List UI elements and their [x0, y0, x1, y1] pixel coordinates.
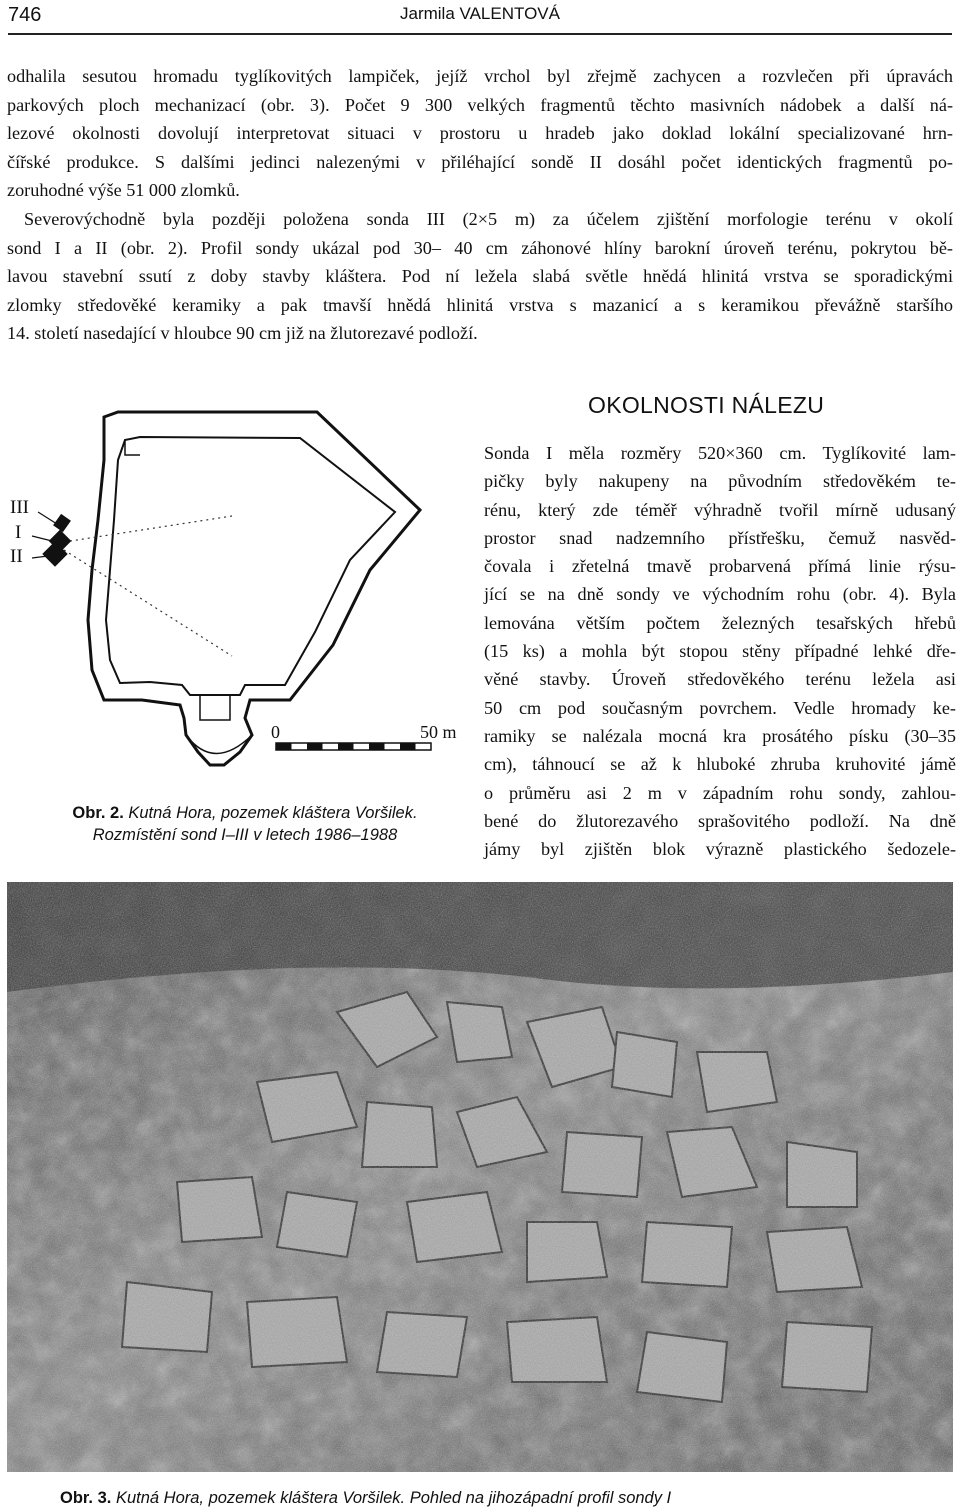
paragraph — [7, 62, 953, 205]
text-line: bené do žlutorezavého sprašovitého podloží. Na dně — [484, 810, 956, 831]
figure-2-caption — [20, 802, 470, 846]
text-line: ramiky se nalézala mocná kra prosátého písku (30–35 — [484, 725, 956, 746]
text-line: Sonda I měla rozměry 520×360 cm. Tyglíkovité lam- — [484, 443, 956, 463]
caption-text: Rozmístění sond I–III v letech 1986–1988 — [92, 826, 398, 844]
running-author: Jarmila VALENTOVÁ — [400, 4, 560, 23]
text-line: jámy byl zjištěn blok výrazně plastického šedozele- — [484, 839, 956, 860]
site-plan-drawing — [0, 400, 470, 800]
text-line: parkových ploch mechanizací (obr. 3). Počet 9 300 velkých fragmentů těchto masivních nádobek a další ná- — [7, 94, 953, 115]
trench-label-III: III — [10, 497, 29, 518]
monastery-inner-wall — [106, 437, 395, 695]
text-line: 50 cm pod současným povrchem. Vedle hromady ke- — [484, 697, 956, 718]
body-text — [7, 62, 953, 348]
text-line: (15 ks) a mohla být stopou stěny případné lehké dře- — [484, 641, 956, 662]
header-rule — [8, 33, 952, 35]
figure-3-caption — [60, 1489, 960, 1508]
text-line: cm), táhnoucí se až k hluboké zhruba kruhovité jámě — [484, 754, 956, 775]
excavation-photo-drawing — [7, 882, 953, 1472]
scale-label-end: 50 m — [420, 722, 457, 742]
text-line: Severovýchodně byla později položena sonda III (2×5 m) za účelem zjištění morfologie terénu v okolí — [24, 208, 953, 229]
text-line: rénu, který zde téměř výhradně tvořil mírně udusaný — [484, 499, 956, 520]
monastery-outer-wall — [88, 412, 420, 765]
running-head — [0, 0, 960, 36]
text-line: prostor snad nadzemního přístřešku, čemuž nasvěd- — [484, 527, 956, 548]
text-line: čířské produkce. S dalšími jedinci nalezenými v přiléhající sondě II dosáhl počet identických fragmentů po- — [7, 151, 953, 172]
text-line: lemována větším počtem železných tesařských hřebů — [484, 612, 956, 633]
text-line: zoruhodné výše 51 000 zlomků. — [7, 180, 240, 201]
caption-text: Kutná Hora, pozemek kláštera Voršilek. Pohled na jihozápadní profil sondy I — [111, 1489, 672, 1507]
scale-label-start: 0 — [271, 722, 280, 742]
caption-label: Obr. 3. — [60, 1489, 112, 1507]
trench-label-II: II — [10, 546, 23, 567]
paragraph — [7, 205, 953, 348]
text-line: zlomky středověké keramiky a pak tmavší hnědá hlinitá vrstva s mazanicí a s keramikou převážně staršího — [7, 294, 953, 315]
text-line: čovala i zřetelná tmavě probarvená přímá linie rýsu- — [484, 556, 956, 577]
text-line: věné stavby. Úroveň středověkého terénu ležela asi — [484, 669, 956, 690]
caption-label: Obr. 2. — [72, 804, 124, 822]
text-line: lavou stavební ssutí z doby stavby kláštera. Pod ní ležela slabá světle hnědá hlinitá vrstva se sporadickými — [7, 266, 953, 287]
text-line: sond I a II (obr. 2). Profil sondy ukázal pod 30– 40 cm záhonové hlíny barokní úroveň terénu, pokrytou bě- — [7, 237, 953, 258]
section-text — [484, 439, 956, 863]
page-number: 746 — [8, 4, 42, 26]
caption-text: Kutná Hora, pozemek kláštera Voršilek. — [123, 804, 418, 822]
text-line: jící se na dně sondy ve východním rohu (obr. 4). Byla — [484, 584, 956, 605]
trench-label-I: I — [15, 522, 22, 543]
text-line: o průměru asi 2 m v západním rohu sondy, zahlou- — [484, 782, 956, 803]
text-line: odhalila sesutou hromadu tyglíkovitých lampiček, jejíž vrchol byl zřejmě zachycen a rozvlečen při úpravách — [7, 66, 953, 86]
section-heading: OKOLNOSTI NÁLEZU — [588, 392, 825, 418]
text-line: lezové okolnosti dovolují interpretovat situaci v prostoru u hradeb jako doklad lokální specializované hrn- — [7, 123, 953, 144]
excavation-photo — [7, 882, 953, 1472]
text-line: 14. století nasedající v hloubce 90 cm již na žlutorezavé podloží. — [7, 323, 478, 344]
site-plan-figure — [0, 400, 470, 870]
text-line: pičky byly nakupeny na původním středověkém te- — [484, 471, 956, 492]
